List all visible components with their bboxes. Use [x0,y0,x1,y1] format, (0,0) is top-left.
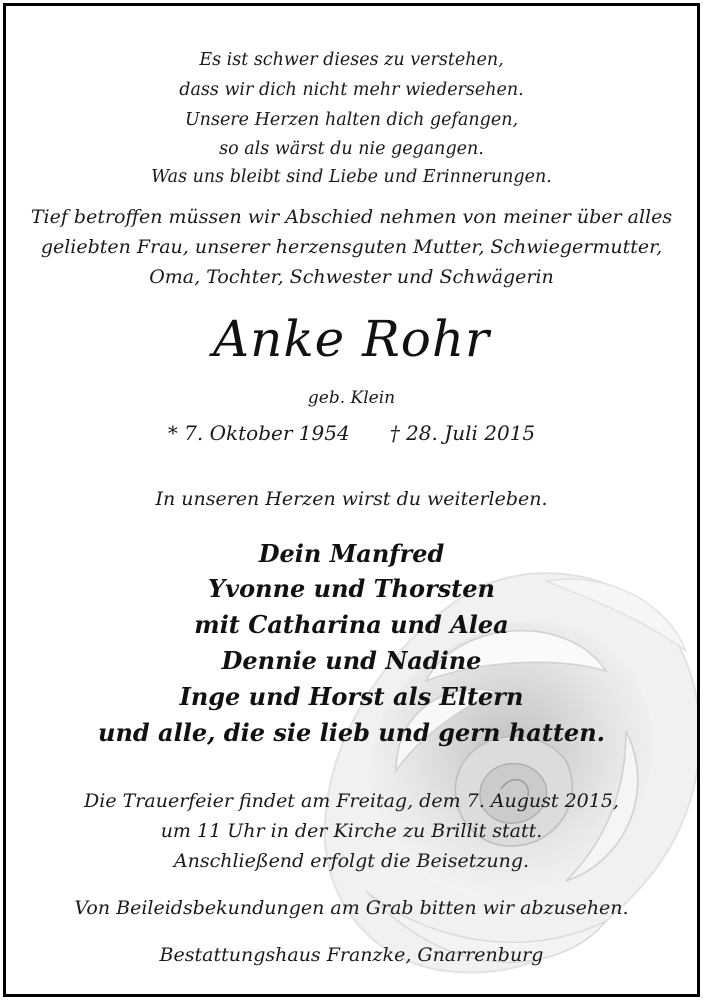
poem-line: dass wir dich nicht mehr wiedersehen. [179,80,524,100]
obituary-content [6,6,697,994]
intro-line: Oma, Tochter, Schwester und Schwägerin [149,266,554,288]
service-line: Anschließend erfolgt die Beisetzung. [173,850,530,872]
intro-line: geliebten Frau, unserer herzensguten Mutter, Schwiegermutter, [40,236,663,258]
family-line: Dennie und Nadine [221,646,482,675]
poem-line: Es ist schwer dieses zu verstehen, [199,50,504,70]
family-line: Dein Manfred [258,539,445,568]
intro-line: Tief betroffen müssen wir Abschied nehmen von meiner über alles [30,206,673,228]
family-line: mit Catharina und Alea [194,610,509,639]
motto: In unseren Herzen wirst du weiterleben. [155,488,548,510]
family-line: Yvonne und Thorsten [208,574,495,603]
poem-line: Unsere Herzen halten dich gefangen, [184,110,519,130]
death-date: † 28. Juli 2015 [389,421,536,445]
condolence-note: Von Beileidsbekundungen am Grab bitten wir abzusehen. [74,897,629,919]
family-line: Inge und Horst als Eltern [179,682,524,711]
birth-date: * 7. Oktober 1954 [167,421,350,445]
poem-line: so als wärst du nie gegangen. [219,139,484,159]
obituary-frame [3,3,700,997]
poem-line: Was uns bleibt sind Liebe und Erinnerungen. [151,167,552,187]
funeral-home: Bestattungshaus Franzke, Gnarrenburg [159,944,544,966]
service-line: Die Trauerfeier findet am Freitag, dem 7. August 2015, [84,790,619,812]
service-line: um 11 Uhr in der Kirche zu Brillit statt. [160,820,543,842]
life-dates [6,421,697,445]
deceased-name: Anke Rohr [213,310,490,368]
birth-name: geb. Klein [307,388,396,408]
family-line: und alle, die sie lieb und gern hatten. [98,718,605,747]
